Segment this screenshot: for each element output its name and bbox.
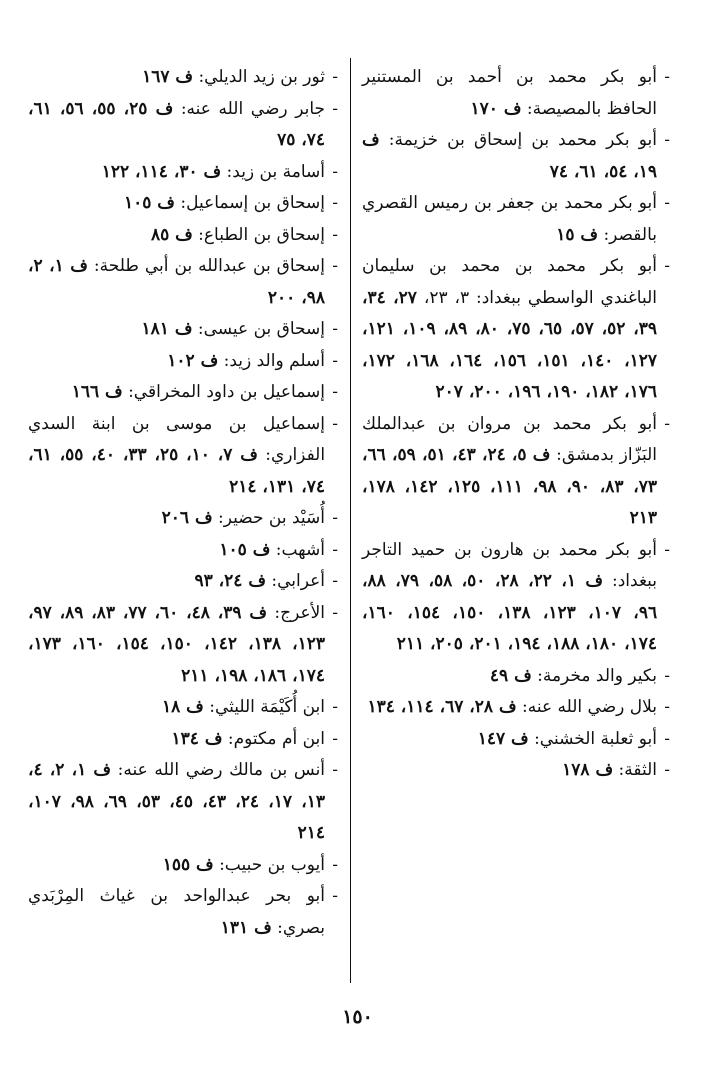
entry-name: ابن أُكَيْمَة الليثي: [209,697,325,717]
index-entry [28,220,338,252]
entry-name: أبو بكر محمد بن هارون بن حميد التاجر ببغداد: [362,539,658,591]
entry-name: أبو ثعلبة الخشني: [534,728,657,749]
entry-refs: ف ٢٥، ٥٥، ٥٦، ٦١، ٧٤، ٧٥ [28,98,325,150]
entry-name: إسماعيل بن موسى بن ابنة السدي الفزاري: [28,413,326,465]
index-entry [28,881,338,944]
entry-name: أشهب: [275,539,325,560]
index-entry [362,62,670,125]
entry-refs: ف ١، ٢، ٤، ١٣، ١٧، ٢٤، ٤٣، ٤٥، ٥٣، ٦٩، ٩٨، ١٠٧، ٢١٤ [28,760,326,843]
entry-name: أعرابي: [271,571,325,591]
index-entry [362,251,670,409]
entry-refs: ف ١٥ [556,224,599,245]
index-entry [28,188,338,220]
index-entry [28,850,338,882]
entry-name: أبو بكر محمد بن جعفر بن رميس القصري بالقصر: [362,193,657,245]
index-entry [28,377,338,409]
index-entry [28,346,338,378]
entry-refs: ٢٧، ٣٤، ٣٩، ٥٢، ٥٧، ٦٥، ٧٥، ٨٠، ٨٩، ١٠٩، ١٢١، ١٢٧، ١٤٠، ١٥١، ١٥٦، ١٦٤، ١٦٨، ١٧٢، ١٧٦، ١٨٢، ١٩٠، ١٩٦، ٢٠٠، ٢٠٧ [362,287,658,402]
entry-refs: ف ١٣١ [220,917,272,938]
index-entry [28,755,338,850]
index-entry [28,692,338,724]
entry-refs: ف ١٧٠ [470,98,522,119]
index-entry [28,535,338,567]
entry-name: بكير والد مخرمة: [537,665,657,686]
index-entry [28,598,338,693]
index-entry [28,566,338,598]
entry-name: أبو بكر محمد بن محمد بن سليمان الباغندي الواسطي ببغداد: ٣، ٢٣، [362,256,657,308]
entry-refs: ف ١، ٢٢، ٢٨، ٥٠، ٥٨، ٧٩، ٨٨، ٩٦، ١٠٧، ١٢٣، ١٣٨، ١٥٠، ١٥٤، ١٦٠، ١٧٤، ١٨٠، ١٨٨، ١٩٤، ٢٠١، ٢٠٥، ٢١١ [362,571,658,654]
index-entry [28,251,338,314]
index-entry [362,188,670,251]
entry-name: أبو بحر عبدالواحد بن غياث المِرْبَدي بصري: [28,886,325,938]
column-divider [350,58,351,983]
entry-refs: ف ١٠٥ [219,539,271,560]
right-column [362,62,670,787]
entry-name: الأعرج: [274,602,326,623]
entry-refs: ف ١٦٧ [142,67,194,87]
page-number: ١٥٠ [342,1006,373,1028]
entry-name: أبو بكر محمد بن إسحاق بن خزيمة: [388,130,657,150]
entry-refs: ف ١، ٢، ٩٨، ٢٠٠ [28,256,325,308]
entry-name: أسامة بن زيد: [226,161,325,182]
entry-refs: ف ٥، ٢٤، ٤٣، ٥١، ٥٩، ٦٦، ٧٣، ٨٣، ٩٠، ٩٨، ١١١، ١٢٥، ١٤٢، ١٧٨، ٢١٣ [362,445,658,528]
entry-refs: ف ٧، ١٠، ٢٥، ٣٣، ٤٠، ٥٥، ٦١، ٧٤، ١٣١، ٢١٤ [28,445,325,497]
index-entry [362,661,670,693]
entry-refs: ف ١٦٦ [71,382,123,402]
index-entry [362,409,670,535]
index-entry [362,692,670,724]
entry-name: أنس بن مالك رضي الله عنه: [117,760,326,780]
entry-name: ابن أم مكتوم: [227,728,325,749]
entry-name: إسحاق بن إسماعيل: [180,193,325,213]
entry-name: أيوب بن حبيب: [219,854,325,875]
entry-refs: ف ١٨ [162,697,204,717]
entry-name: الثقة: [618,760,657,780]
index-entry [362,755,670,787]
entry-name: إسماعيل بن داود المخراقي: [128,382,325,402]
left-column [28,62,338,944]
entry-name: جابر رضي الله عنه: [180,98,326,119]
entry-name: إسحاق بن الطباع: [198,224,325,245]
entry-refs: ف ١٠٢ [167,350,219,371]
entry-refs: ف ٢٤، ٩٣ [194,571,266,591]
index-entry [362,125,670,188]
index-entry [362,535,670,661]
entry-refs: ف ٢٠٦ [161,508,213,528]
entry-refs: ف ٢٨، ٦٧، ١١٤، ١٣٤ [367,697,517,717]
entry-name: ثور بن زيد الديلي: [198,67,325,87]
entry-name: أُسَيْد بن حضير: [218,508,325,528]
entry-refs: ف ١٣٤ [171,728,223,749]
index-entry [28,314,338,346]
entry-refs: ف ١٩، ٥٤، ٦١، ٧٤ [362,130,657,182]
entry-name: إسحاق بن عبدالله بن أبي طلحة: [93,256,325,276]
entry-refs: ف ١٨١ [141,319,193,339]
entry-refs: ف ٣٠، ١١٤، ١٢٢ [101,161,222,182]
entry-refs: ف ٣٩، ٤٨، ٦٠، ٧٧، ٨٣، ٨٩، ٩٧، ١٢٣، ١٣٨، ١٤٢، ١٥٠، ١٥٤، ١٦٠، ١٧٣، ١٧٤، ١٨٦، ١٩٨، ٢١١ [28,602,325,686]
entry-refs: ف ٨٥ [150,224,193,245]
index-entry [28,62,338,94]
entry-name: أسلم والد زيد: [223,350,325,371]
index-entry [28,724,338,756]
index-entry [28,409,338,504]
entry-refs: ف ١٠٥ [123,193,175,213]
entry-name: إسحاق بن عيسى: [197,319,325,339]
entry-refs: ف ١٤٧ [477,728,529,749]
index-entry [362,724,670,756]
index-entry [28,94,338,157]
entry-name: أبو بكر محمد بن مروان بن عبدالملك البَزّاز بدمشق: [362,413,658,465]
entry-refs: ف ١٧٨ [562,760,614,780]
entry-refs: ف ٤٩ [489,665,532,686]
entry-name: بلال رضي الله عنه: [521,697,657,717]
entry-refs: ف ١٥٥ [162,854,214,875]
index-entry [28,157,338,189]
index-entry [28,503,338,535]
entry-name: أبو بكر محمد بن أحمد بن المستنير الحافظ بالمصيصة: [362,67,657,119]
